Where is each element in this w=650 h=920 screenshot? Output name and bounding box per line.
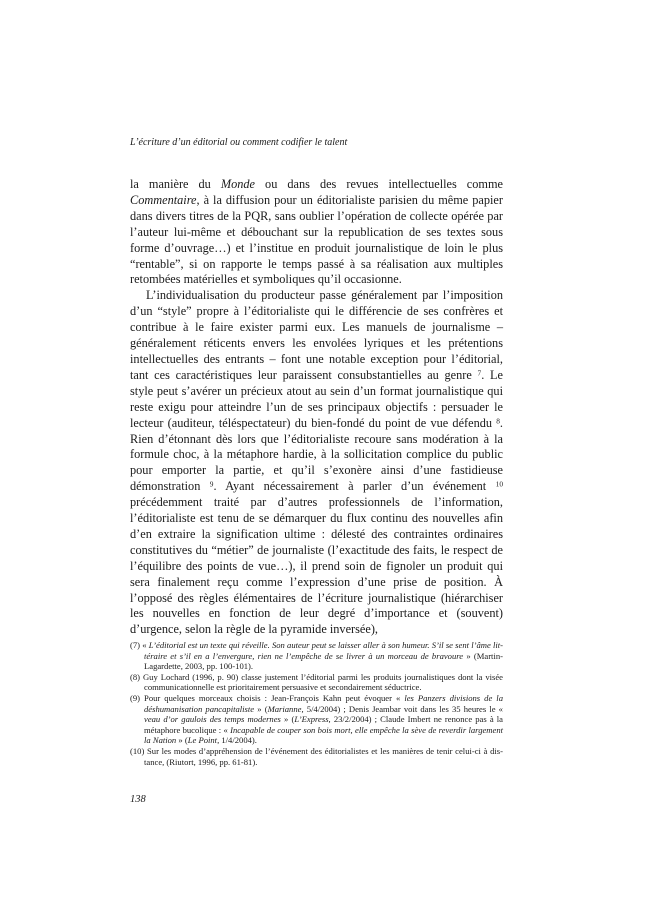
- footnote-ref-7[interactable]: 7: [477, 368, 482, 378]
- footnote-ref-9[interactable]: 9: [209, 479, 214, 489]
- footnote-marker: (7): [130, 640, 143, 650]
- paragraph-2: [130, 288, 503, 638]
- italic-title: L’Express: [294, 714, 329, 725]
- italic-quote: veau d’or gaulois des temps modernes: [144, 714, 281, 725]
- footnote-marker: (9): [130, 692, 145, 703]
- text-run: Guy Lochard (1996, p. 90) classe justement l’éditorial parmi les produits journalistiques dont la visée communicationnelle est prioritairement persuasive et secondairement séductrice.: [142, 671, 503, 693]
- footnote-marker: (8): [130, 671, 143, 682]
- text-run: L’individualisation du producteur passe généralement par l’imposition d’un “style” propre à l’éditorialiste qui le différencie de ses confrères et contribue à le faire exister parmi eux. Les manuels de journalisme – généralement réticents envers les envolées lyriques et les prétentions intellectuelles des entrants – font une notable exception pour l’éditorial, tant ces caractéristiques leur paraissent consubstantielles au genre: [130, 288, 503, 382]
- page-number: 138: [130, 794, 146, 805]
- text-run: , à la diffusion pour un éditorialiste parisien du même papier dans divers titres de la PQR, sans oublier l’opération de collecte opérée par l’auteur lui-même et débouchant sur la republication de ses textes sous forme d’ouvrage…) et l’institue en produit journalistique de loin le plus “rentable”, si on rapporte le temps passé à sa réalisation aux multiples retombées matérielles et symboliques qu’il occasionne.: [130, 192, 503, 287]
- text-run: Pour quelques morceaux choisis : Jean-François Kahn peut évoquer «: [144, 692, 405, 703]
- text-run: ou dans des revues intellectuelles comme: [255, 177, 503, 191]
- italic-title: Commentaire: [130, 192, 197, 207]
- footnote-marker: (10): [130, 745, 147, 756]
- body-text: [130, 177, 503, 638]
- text-run: » (Martin-Lagardette, 2003, pp. 100-101).: [144, 650, 503, 672]
- italic-quote: L’éditorial est un texte qui réveille. Son auteur peut se laisser aller à son humeur. S’il se sent l’âme littéraire et s’il en a l’envergure, rien ne l’empêche de se livrer à un morceau de bravoure: [144, 640, 503, 661]
- text-run: » (: [280, 714, 295, 725]
- text-run: » (: [176, 735, 188, 746]
- italic-title: Le Point: [187, 735, 218, 746]
- text-run: . Le style peut s’avérer un précieux atout au sein d’un format journalistique qui reste exigu pour atteindre l’un de ses principaux objectifs : persuader le lecteur (auditeur, téléspectateur) du bien-fondé du point de vue défendu: [130, 367, 503, 430]
- footnote-8: [130, 672, 503, 693]
- paragraph-1: [130, 177, 503, 288]
- footnote-ref-8[interactable]: 8: [496, 415, 500, 425]
- italic-title: Monde: [220, 177, 256, 191]
- footnote-10: [130, 746, 503, 767]
- text-run: «: [142, 640, 149, 650]
- text-run: Sur les modes d’appréhension de l’événement des éditorialistes et les manières de tenir celui-ci à distance, (Riutort, 1996, pp. 61-81).: [144, 745, 504, 767]
- text-run: . Ayant nécessairement à parler d’un événement: [213, 479, 496, 494]
- italic-title: Marianne: [267, 703, 302, 714]
- text-run: la manière du: [130, 177, 221, 191]
- text-run: . Rien d’étonnant dès lors que l’éditorialiste recoure sans modération à la formule choc, à la métaphore hardie, à la sollicitation complice du public pour emporter la partie, et qu’il s’exonère ainsi d’une fastidieuse démonstration: [130, 415, 503, 494]
- footnote-9: [130, 693, 503, 746]
- italic-quote: les Panzers divisions de la déshumanisation pancapitaliste: [144, 692, 503, 714]
- running-head: L’écriture d’un éditorial ou comment codifier le talent: [130, 137, 348, 148]
- text-run: , 5/4/2004) ; Denis Jeambar voit dans les 35 heures le «: [301, 703, 503, 714]
- text-run: , 23/2/2004) ; Claude Imbert ne renonce pas à la métaphore bucolique : «: [144, 714, 503, 735]
- text-run: » (: [254, 703, 268, 714]
- text-run: précédemment traité par d’autres professionnels de l’information, l’éditorialiste est tenu de se démarquer du flux continu des nouvelles afin d’en extraire la signification ultime : délesté des contraintes ordinaires constitutives du “métier” de journaliste (l’exactitude des faits, le respect de l’équilibre des points de vue…), il prend soin de fignoler un produit qui sera finalement reçu comme l’expression d’une prise de position. À l’opposé des règles élémentaires de l’écriture journalistique (hiérarchiser les nouvelles en fonction de leur degré d’importance et (souvent) d’urgence, selon la règle de la pyramide inversée),: [130, 495, 503, 637]
- italic-quote: Incapable de couper son bois mort, elle empêche la sève de reverdir largement la Nation: [144, 724, 504, 746]
- text-run: , 1/4/2004).: [217, 735, 257, 746]
- footnote-7: [130, 640, 503, 672]
- footnotes: [130, 640, 503, 767]
- footnote-ref-10[interactable]: 10: [495, 479, 503, 489]
